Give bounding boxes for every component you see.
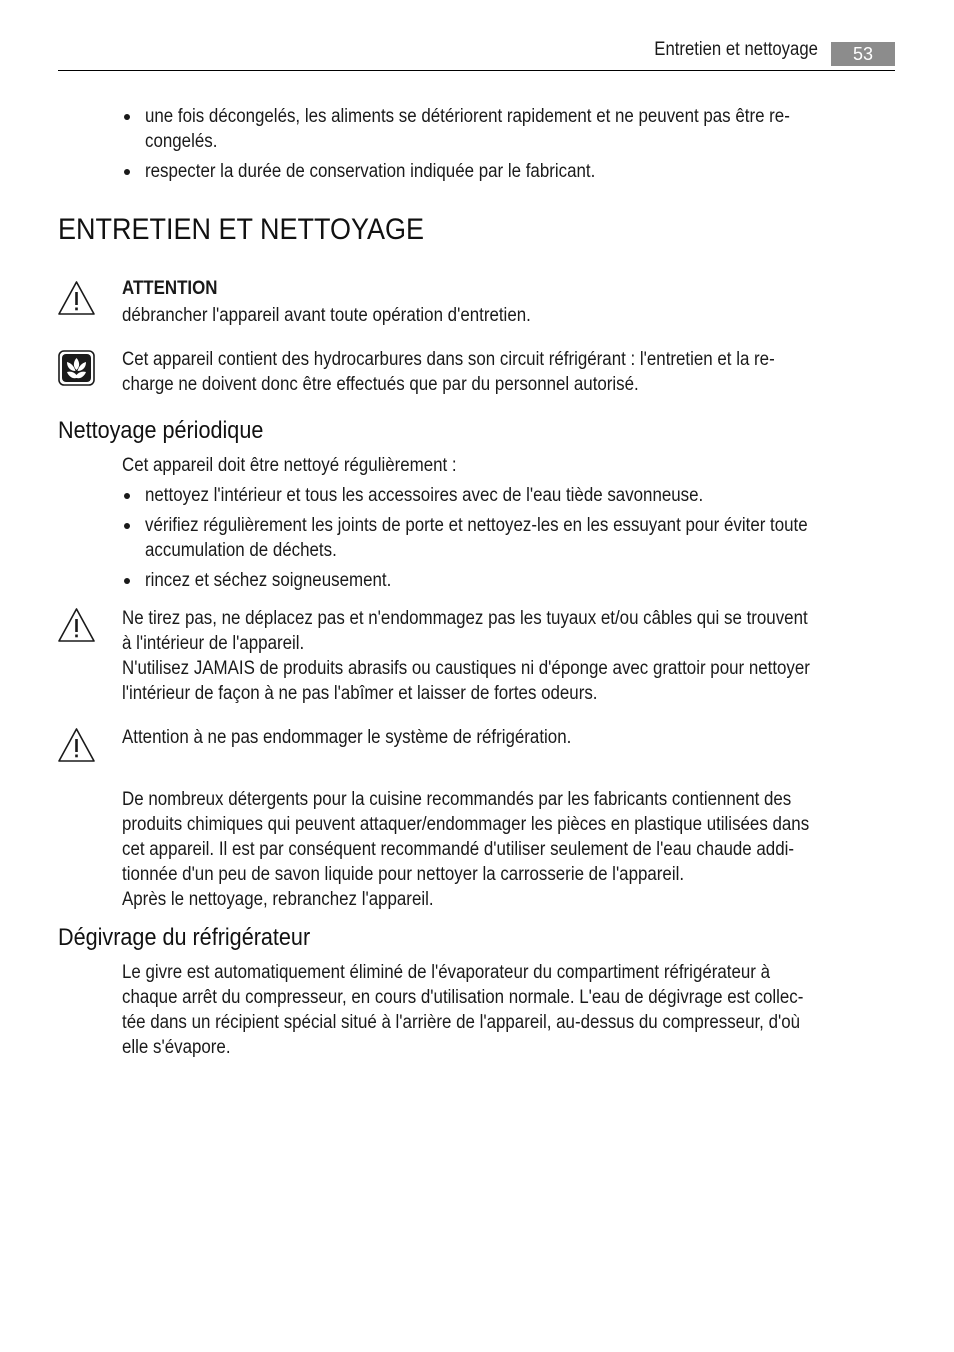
detergent-line-3: cet appareil. Il est par conséquent recommandé d'utiliser seulement de l'eau chaude addi- (122, 839, 794, 860)
detergent-line-1: De nombreux détergents pour la cuisine recommandés par les fabricants contiennent des (122, 789, 792, 810)
warning-pipes-line-4: l'intérieur de façon à ne pas l'abîmer et laisser de fortes odeurs. (122, 683, 598, 704)
warning-triangle-icon (57, 727, 96, 763)
header-rule (58, 70, 895, 71)
bullet-dot (124, 523, 130, 529)
warning-triangle-icon (57, 280, 96, 316)
attention-text: débrancher l'appareil avant toute opération d'entretien. (122, 305, 531, 326)
section-heading-periodic-cleaning: Nettoyage périodique (58, 417, 264, 444)
periodic-cleaning-intro: Cet appareil doit être nettoyé régulièrement : (122, 455, 457, 476)
periodic-bullet-3: rincez et séchez soigneusement. (145, 570, 392, 591)
intro-bullet-1-line-2: congelés. (145, 131, 218, 152)
periodic-bullet-2-line-2: accumulation de déchets. (145, 540, 337, 561)
page-number: 53 (831, 42, 895, 66)
warning-pipes-line-3: N'utilisez JAMAIS de produits abrasifs ou caustiques ni d'éponge avec grattoir pour nettoyer (122, 658, 810, 679)
defrosting-line-4: elle s'évapore. (122, 1037, 231, 1058)
warning-cooling-text: Attention à ne pas endommager le système de réfrigération. (122, 727, 572, 748)
bullet-dot (124, 114, 130, 120)
detergent-line-4: tionnée d'un peu de savon liquide pour nettoyer la carrosserie de l'appareil. (122, 864, 685, 885)
defrosting-line-2: chaque arrêt du compresseur, en cours d'utilisation normale. L'eau de dégivrage est collec- (122, 987, 804, 1008)
detergent-line-2: produits chimiques qui peuvent attaquer/endommager les pièces en plastique utilisées dans (122, 814, 810, 835)
hydrocarbon-note-line-2: charge ne doivent donc être effectués que par du personnel autorisé. (122, 374, 639, 395)
periodic-bullet-1: nettoyez l'intérieur et tous les accessoires avec de l'eau tiède savonneuse. (145, 485, 704, 506)
environment-flower-icon (58, 350, 95, 386)
bullet-dot (124, 493, 130, 499)
periodic-bullet-2-line-1: vérifiez régulièrement les joints de porte et nettoyez-les en les essuyant pour éviter toute (145, 515, 808, 536)
intro-bullet-2: respecter la durée de conservation indiquée par le fabricant. (145, 161, 596, 182)
running-header-title: Entretien et nettoyage (654, 39, 818, 60)
section-heading-defrosting: Dégivrage du réfrigérateur (58, 924, 311, 951)
warning-triangle-icon (57, 607, 96, 643)
detergent-line-5: Après le nettoyage, rebranchez l'appareil. (122, 889, 434, 910)
defrosting-line-3: tée dans un récipient spécial situé à l'arrière de l'appareil, au-dessus du compresseur, d'où (122, 1012, 801, 1033)
warning-pipes-line-1: Ne tirez pas, ne déplacez pas et n'endommagez pas les tuyaux et/ou câbles qui se trouvent (122, 608, 808, 629)
bullet-dot (124, 169, 130, 175)
hydrocarbon-note-line-1: Cet appareil contient des hydrocarbures dans son circuit réfrigérant : l'entretien et la re- (122, 349, 775, 370)
intro-bullet-1-line-1: une fois décongelés, les aliments se détériorent rapidement et ne peuvent pas être re- (145, 106, 790, 127)
defrosting-line-1: Le givre est automatiquement éliminé de l'évaporateur du compartiment réfrigérateur à (122, 962, 771, 983)
bullet-dot (124, 578, 130, 584)
warning-pipes-line-2: à l'intérieur de l'appareil. (122, 633, 305, 654)
main-heading: ENTRETIEN ET NETTOYAGE (58, 213, 425, 246)
attention-label: ATTENTION (122, 278, 218, 299)
